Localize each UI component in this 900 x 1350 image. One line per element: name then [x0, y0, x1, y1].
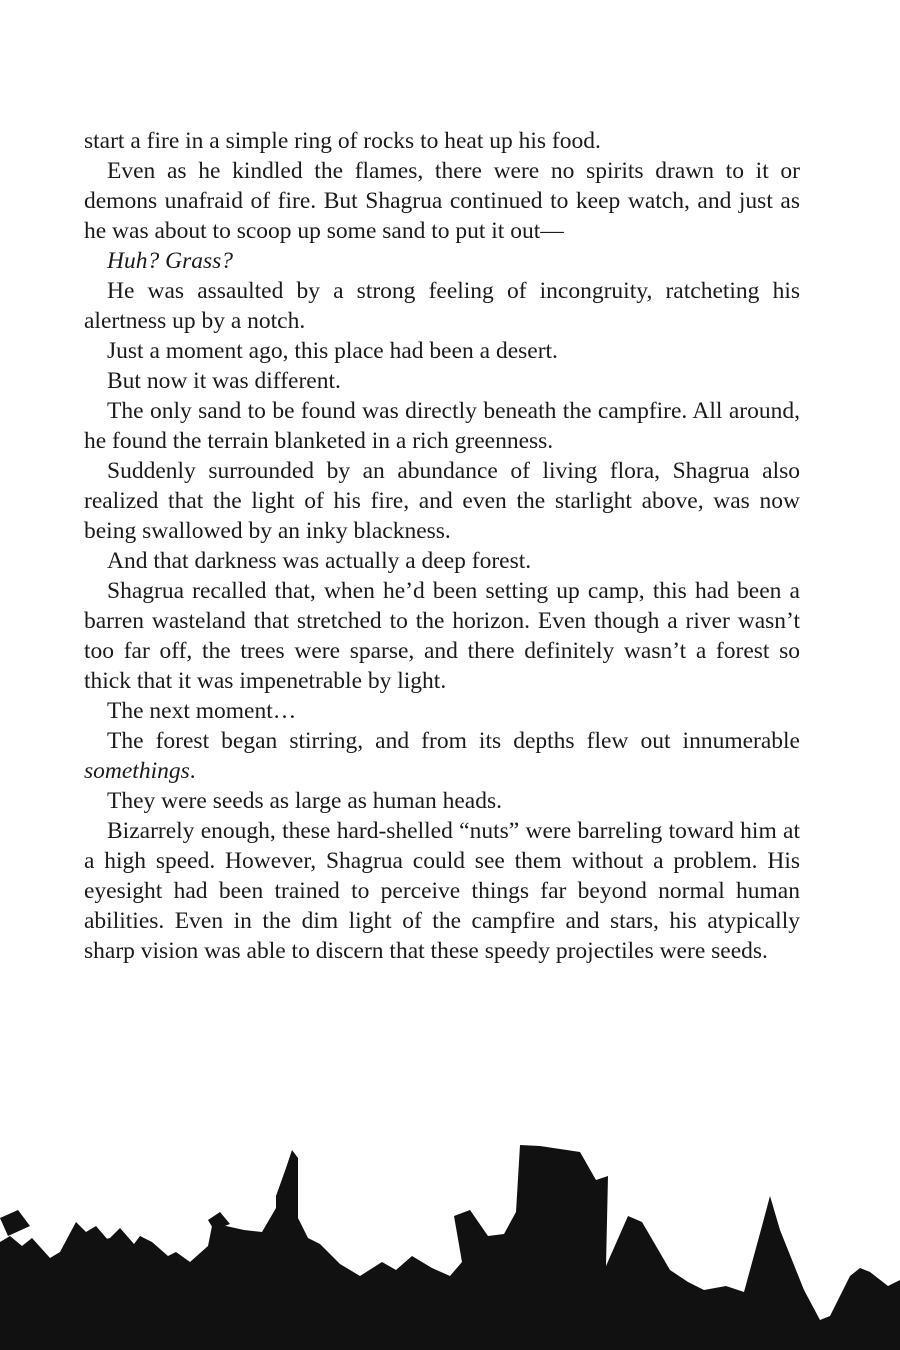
rubble-shape	[0, 1145, 900, 1350]
rubble-shard	[0, 1210, 30, 1236]
page-body	[84, 126, 800, 966]
paragraph	[84, 726, 800, 786]
paragraph: But now it was different.	[107, 368, 341, 394]
emphasis-text: somethings	[84, 758, 190, 784]
paragraph: The next moment…	[107, 698, 297, 724]
paragraph: And that darkness was actually a deep forest.	[107, 548, 532, 574]
paragraph: Even as he kindled the flames, there were no spirits drawn to it or demons unafraid of fire. But Shagrua continued to keep watch, and just as he was about to scoop up some sand to put it out—	[84, 158, 800, 244]
paragraph-text: The forest began stirring, and from its depths flew out innumerable	[107, 728, 800, 754]
paragraph: They were seeds as large as human heads.	[107, 788, 503, 814]
rubble-shard	[440, 1282, 462, 1304]
italic-thought: Huh? Grass?	[107, 248, 234, 274]
paragraph: He was assaulted by a strong feeling of incongruity, ratcheting his alertness up by a notch.	[84, 278, 800, 334]
paragraph: The only sand to be found was directly beneath the campfire. All around, he found the terrain blanketed in a rich greenness.	[84, 398, 800, 454]
paragraph: Shagrua recalled that, when he’d been setting up camp, this had been a barren wasteland that stretched to the horizon. Even though a river wasn’t too far off, the trees were sparse, and there definitely wasn’t a forest so thick that it was impenetrable by light.	[84, 578, 800, 694]
paragraph-text-end: .	[189, 758, 196, 784]
paragraph-italic	[84, 246, 800, 276]
rubble-silhouette-decoration	[0, 1130, 900, 1350]
paragraph: Bizarrely enough, these hard-shelled “nuts” were barreling toward him at a high speed. However, Shagrua could see them without a problem. His eyesight had been trained to perceive things far beyond normal human abilities. Even in the dim light of the campfire and stars, his atypically sharp vision was able to discern that these speedy projectiles were seeds.	[84, 818, 800, 964]
paragraph: Suddenly surrounded by an abundance of living flora, Shagrua also realized that the light of his fire, and even the starlight above, was now being swallowed by an inky blackness.	[84, 458, 800, 544]
paragraph: start a fire in a simple ring of rocks to heat up his food.	[84, 128, 601, 154]
paragraph: Just a moment ago, this place had been a desert.	[107, 338, 558, 364]
